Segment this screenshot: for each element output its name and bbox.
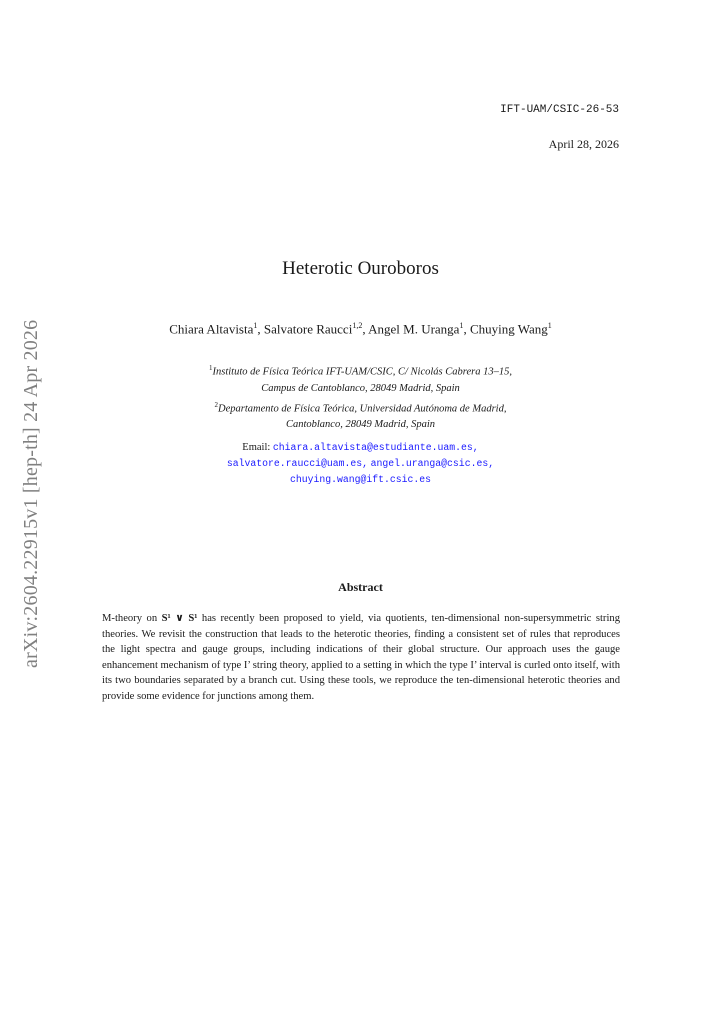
author-affiliation-mark: 1 — [547, 321, 552, 330]
author-affiliation-mark: 1,2 — [352, 321, 363, 330]
author-affiliation-mark: 1 — [253, 321, 258, 330]
affiliation-block — [0, 360, 721, 433]
author-name: Chuying Wang — [469, 321, 548, 337]
author-name: Salvatore Raucci — [263, 321, 353, 337]
affiliation-text: Instituto de Física Teórica IFT-UAM/CSIC, C/ Nicolás Cabrera 13–15, — [212, 366, 512, 378]
email-link[interactable]: chiara.altavista@estudiante.uam.es, — [272, 442, 479, 453]
author-name: Angel M. Uranga — [368, 321, 460, 337]
email-link[interactable]: chuying.wang@ift.csic.es — [289, 474, 432, 485]
email-line — [0, 440, 721, 456]
email-line — [0, 456, 721, 472]
author-list: Chiara Altavista$^1$, Salvatore Raucci$^{1,2}$, Angel M. Uranga$^1$, Chuying Wang$^1$ — [169, 321, 552, 337]
abstract-lead: M-theory on — [102, 613, 158, 624]
abstract-rest: has recently been proposed to yield, via quotients, ten-dimensional non-supersymmetric string theories. We revisit the construction that leads to the heterotic theories, finding a consistent set of rules that reproduces the light spectra and gauge groups, including indications of their global structure. Our approach uses the gauge enhancement mechanism of type I’ string theory, applied to a setting in which the type I’ interval is curled onto itself, with its two boundaries separated by a branch cut. Using these tools, we reproduce the ten-dimensional heterotic theories and provide some evidence for junctions among them. — [102, 613, 620, 702]
email-link[interactable]: angel.uranga@csic.es, — [370, 458, 495, 469]
affiliation-line — [0, 360, 721, 381]
affiliation-number: 1 — [209, 364, 213, 372]
abstract-math: S¹ ∨ S¹ — [161, 613, 198, 624]
paper-title: Heterotic Ouroboros — [282, 258, 439, 279]
affiliation-line — [0, 397, 721, 418]
email-line — [0, 472, 721, 488]
arxiv-identifier-stamp: arXiv:2604.22915v1 [hep-th] 24 Apr 2026 — [20, 319, 42, 668]
affiliation-line: Campus de Cantoblanco, 28049 Madrid, Spain — [261, 382, 460, 394]
author-affiliation-mark: 1 — [459, 321, 464, 330]
email-label: Email: — [242, 442, 271, 453]
affiliation-text: Departamento de Física Teórica, Universidad Autónoma de Madrid, — [218, 403, 507, 414]
affiliation-number: 2 — [214, 400, 219, 409]
paper-date: April 28, 2026 — [548, 137, 619, 151]
email-link[interactable]: salvatore.raucci@uam.es, — [226, 458, 368, 469]
author-name: Chiara Altavista — [169, 321, 254, 337]
affiliation-line: Cantoblanco, 28049 Madrid, Spain — [285, 419, 436, 430]
email-block — [0, 440, 721, 488]
report-number: IFT-UAM/CSIC-26-53 — [500, 104, 619, 116]
abstract-text — [102, 611, 620, 705]
abstract-heading: Abstract — [338, 580, 383, 594]
